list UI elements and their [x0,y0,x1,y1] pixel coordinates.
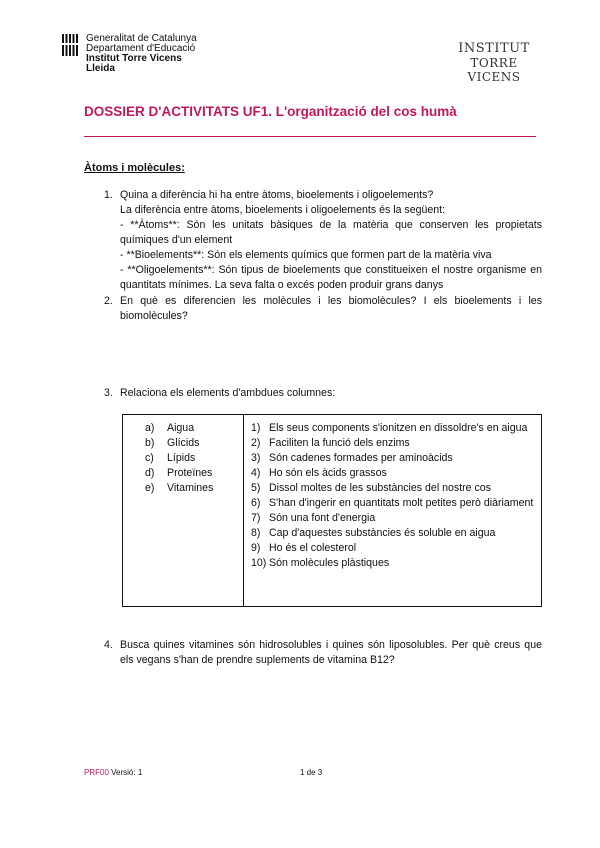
left-item-label: e) [145,482,155,494]
right-item-text: Els seus components s'ionitzen en dissoldre's en aigua [269,422,528,434]
question-2-text: En què es diferencien les molècules i les biomolècules? I els bioelements i les biomolècules? [120,295,542,322]
right-item-text: S'han d'ingerir en quantitats molt petites però diàriament [269,497,534,509]
right-item-label: 2) [251,437,261,449]
right-item [251,451,535,466]
section-heading: Àtoms i molècules: [84,162,185,174]
left-item-label: b) [145,437,155,449]
right-item-text: Ho és el colesterol [269,542,357,554]
document-title: DOSSIER D'ACTIVITATS UF1. L'organització del cos humà [84,104,457,119]
right-item [251,421,535,436]
relation-table [122,414,542,607]
footer-page-number: 1 de 3 [300,768,323,777]
right-item-label: 5) [251,482,261,494]
answer-1-atoms: - **Àtoms**: Són les unitats bàsiques de la matèria que conserven les propietats químiques d'un element [120,219,542,246]
question-1-number: 1. [104,189,113,201]
org-name: Generalitat de Catalunya [86,33,197,44]
question-4-number: 4. [104,639,113,651]
right-item-text: Ho són els àcids grassos [269,467,387,479]
left-item-label: c) [145,452,154,464]
right-item-label: 3) [251,452,261,464]
left-item-text: Vitamines [167,482,214,494]
right-item [251,481,535,496]
left-item [145,451,241,466]
left-item [145,481,241,496]
left-item-text: Glícids [167,437,200,449]
org-city: Lleida [86,63,115,74]
question-1-text: Quina a diferència hi ha entre àtoms, bioelements i oligoelements? [120,189,434,201]
right-item [251,556,535,571]
org-department: Departament d'Educació [86,43,196,54]
left-item-text: Lípids [167,452,196,464]
footer-version-text: Versió: 1 [111,768,143,777]
institut-logo-line1: INSTITUT [458,41,530,56]
right-item-text: Són molècules plàstiques [269,557,390,569]
institut-logo [444,34,544,84]
left-item-text: Aigua [167,422,195,434]
left-item-label: a) [145,422,155,434]
right-item-label: 9) [251,542,261,554]
org-school: Institut Torre Vicens [86,53,182,64]
right-item [251,541,535,556]
right-item [251,496,535,511]
right-item-text: Són cadenes formades per aminoàcids [269,452,453,464]
left-column [145,421,241,496]
answer-1-intro: La diferència entre àtoms, bioelements i oligoelements és la següent: [120,204,446,216]
title-divider [84,136,536,137]
right-item-text: Dissol moltes de les substàncies del nostre cos [269,482,491,494]
left-item-text: Proteïnes [167,467,213,479]
institut-logo-line2: TORRE VICENS [467,56,521,84]
right-column [251,421,535,571]
right-item-label: 4) [251,467,261,479]
generalitat-logo-icon [62,34,80,56]
question-3-number: 3. [104,387,113,399]
right-item-text: Cap d'aquestes substàncies és soluble en aigua [269,527,496,539]
left-item [145,466,241,481]
right-item-label: 1) [251,422,261,434]
footer-code: PRF00 [84,768,109,777]
right-item [251,466,535,481]
right-item-text: Són una font d'energia [269,512,376,524]
right-item [251,436,535,451]
footer-version [84,768,142,777]
right-item-label: 10) [251,557,267,569]
left-item-label: d) [145,467,155,479]
right-item-label: 7) [251,512,261,524]
right-item [251,526,535,541]
question-4-text: Busca quines vitamines són hidrosolubles i quines són liposolubles. Per què creus que els vegans s'han de prendre suplements de vitamina B12? [120,639,542,666]
answer-1-oligoelements: - **Oligoelements**: Són tipus de bioelements que constitueixen el nostre organisme en quantitats mínimes. La seva falta o excés poden produir grans danys [120,264,542,291]
right-item-text: Faciliten la funció dels enzims [269,437,410,449]
question-3-text: Relaciona els elements d'ambdues columnes: [120,387,336,399]
left-item [145,436,241,451]
generalitat-header [62,34,197,74]
answer-1-bioelements: - **Bioelements**: Són els elements químics que formen part de la matèria viva [120,249,492,261]
left-item [145,421,241,436]
right-item [251,511,535,526]
question-2-number: 2. [104,295,113,307]
table-column-divider [243,415,244,606]
right-item-label: 6) [251,497,261,509]
right-item-label: 8) [251,527,261,539]
